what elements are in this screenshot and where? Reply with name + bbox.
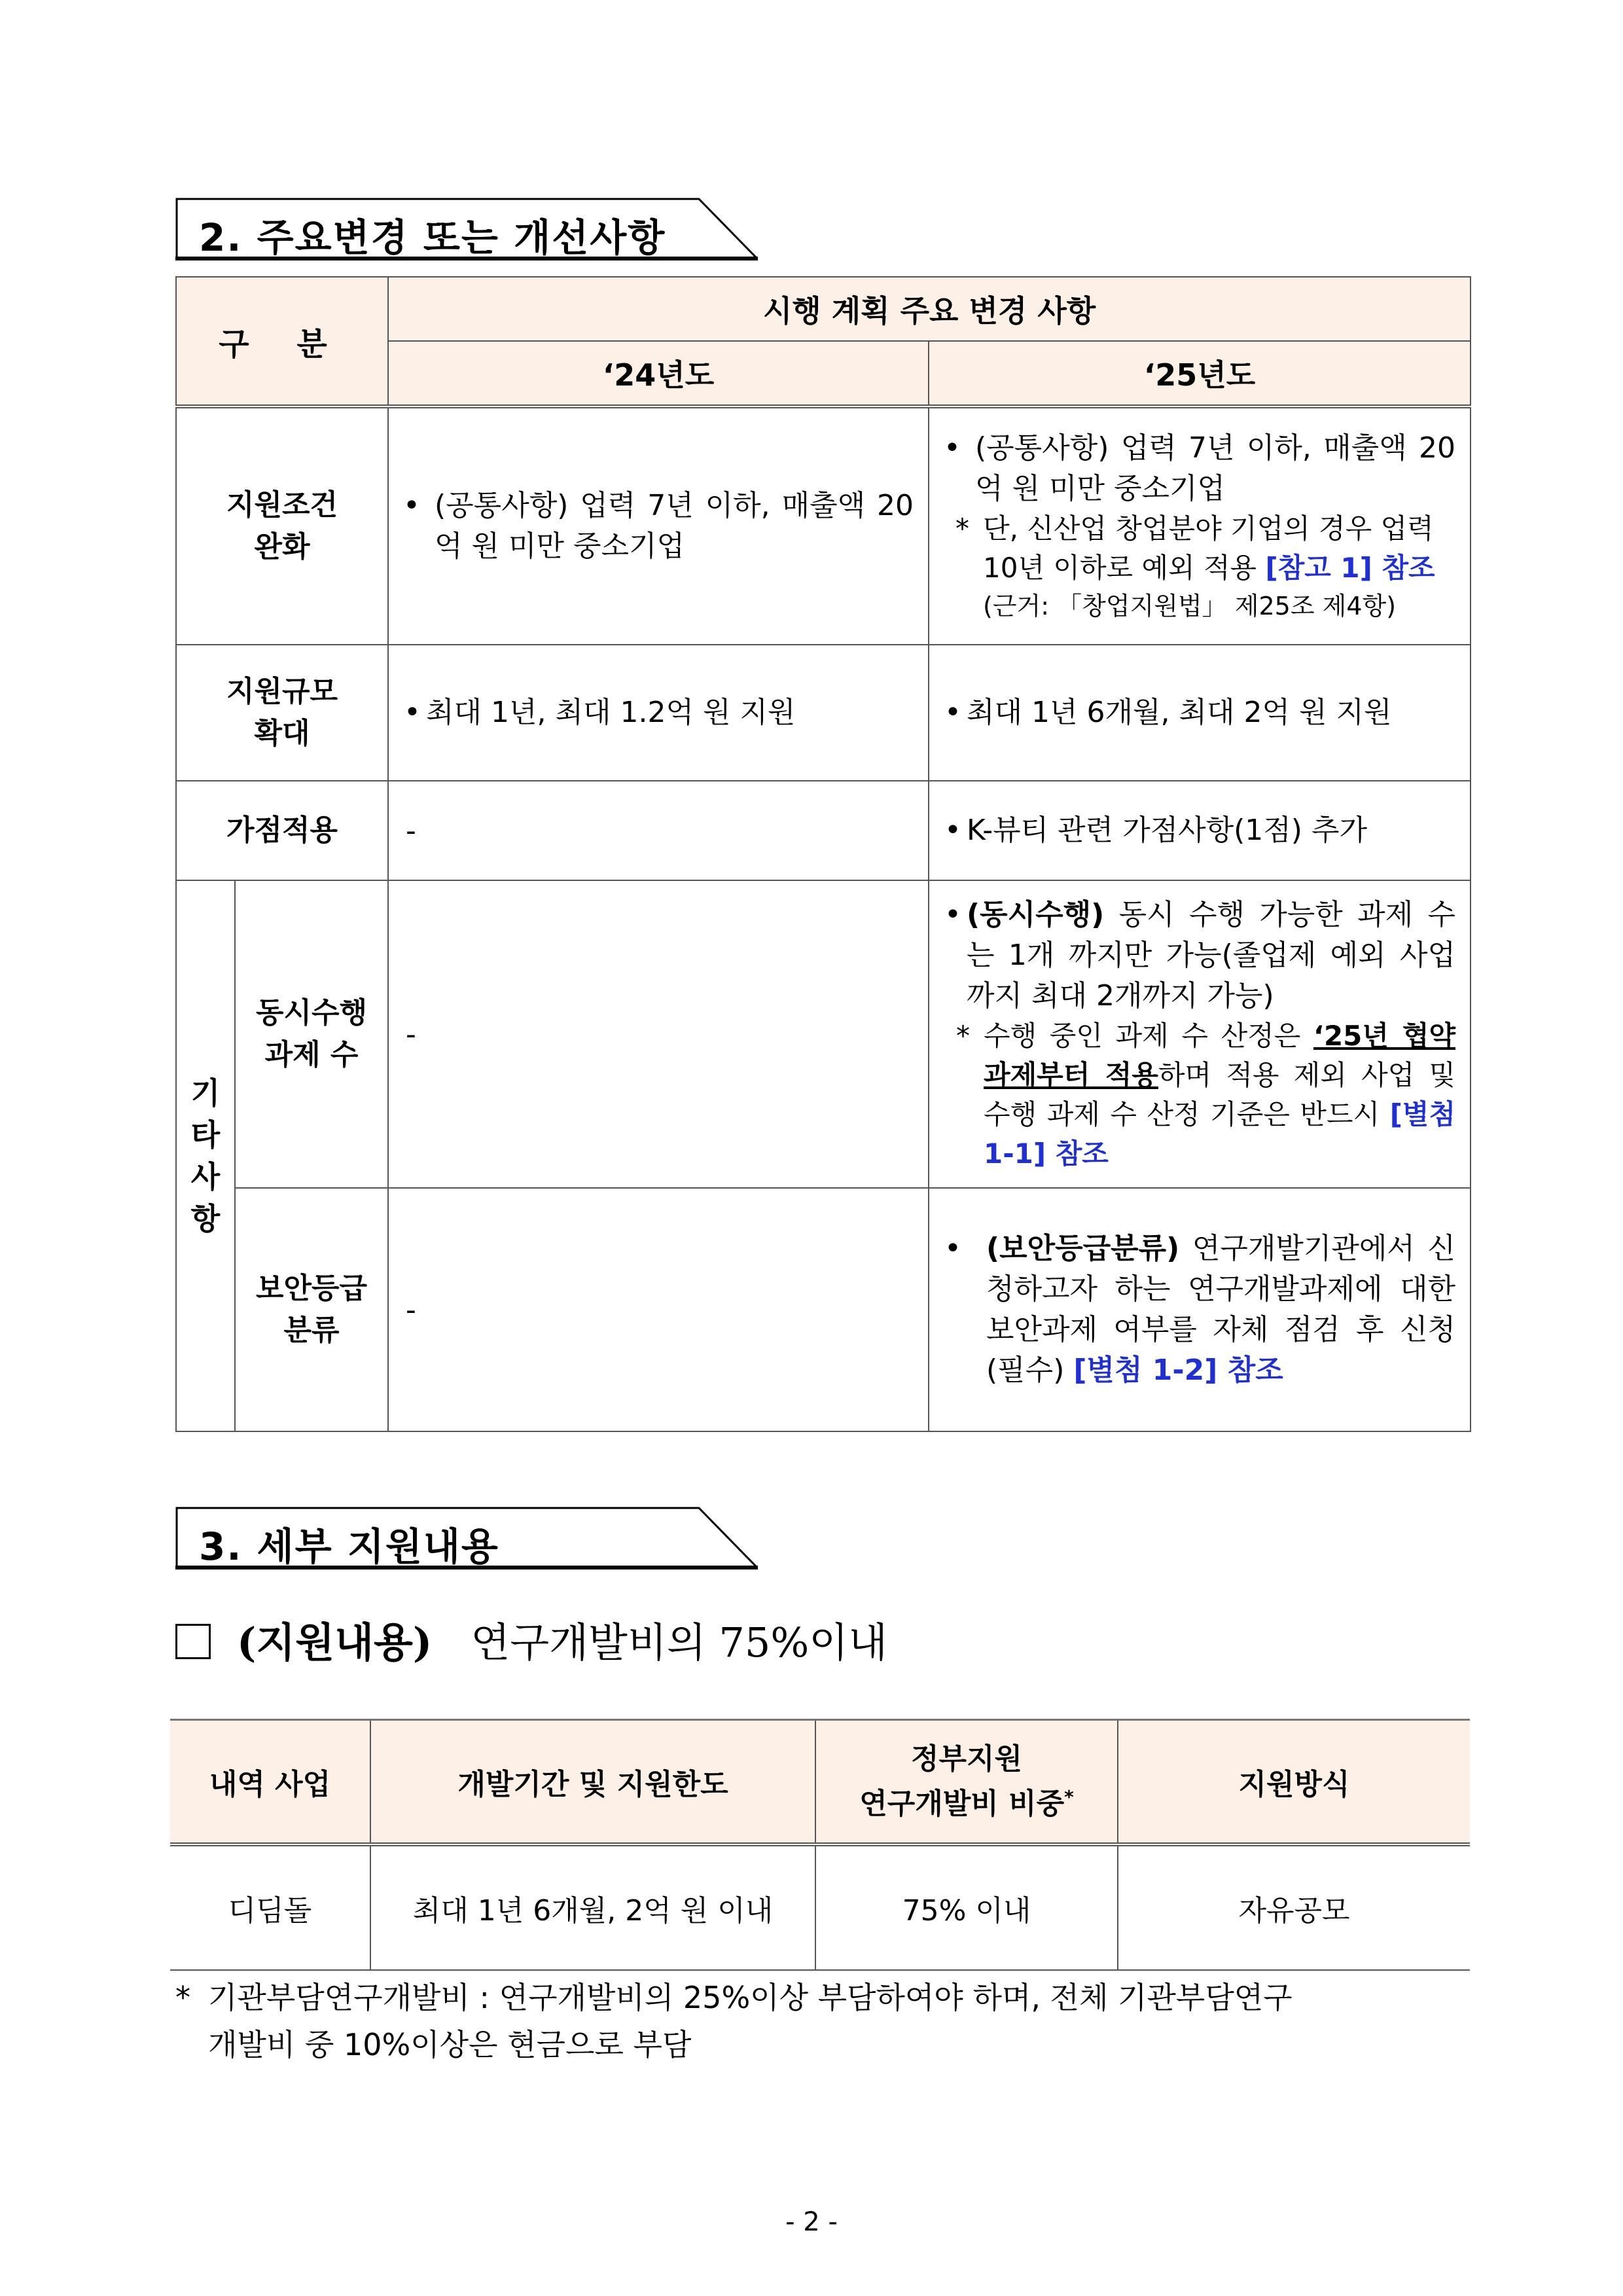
y25-support-scale: • 최대 1년 6개월, 최대 2억 원 지원 bbox=[930, 692, 1469, 733]
footnote-line-2: 개발비 중 10%이상은 현금으로 부담 bbox=[208, 2027, 692, 2062]
label-support-condition: 지원조건 완화 bbox=[176, 406, 388, 645]
label-security: 보안등급 분류 bbox=[235, 1188, 388, 1431]
row-support-condition bbox=[176, 406, 1471, 645]
y24-support-condition: • (공통사항) 업력 7년 이하, 매출액 20억 원 미만 중소기업 bbox=[389, 486, 914, 567]
y25-concurrent-note: * 수행 중인 과제 수 산정은 ‘25년 협약 과제부터 적용하며 적용 제외 사업 및 수행 과제 수 산정 기준은 반드시 [별첨 1-1] 참조 bbox=[956, 1020, 1456, 1170]
y24-support-scale: • 최대 1년, 최대 1.2억 원 지원 bbox=[389, 692, 927, 733]
support-detail-table bbox=[170, 1719, 1470, 1971]
row-bonus bbox=[176, 781, 1471, 880]
y25-support-condition-basis: (근거: 「창업지원법」 제25조 제4항) bbox=[983, 592, 1397, 620]
header-method: 지원방식 bbox=[1118, 1720, 1470, 1845]
section-3-heading bbox=[175, 1507, 758, 1570]
row-support-scale bbox=[176, 645, 1471, 781]
y25-concurrent: • (동시수행) 동시 수행 가능한 과제 수는 1개 까지만 가능(졸업제 예외 사업까지 최대 2개까지 가능) bbox=[930, 895, 1455, 1016]
row-security bbox=[176, 1188, 1471, 1431]
y25-support-condition: • (공통사항) 업력 7년 이하, 매출액 20억 원 미만 중소기업 bbox=[929, 428, 1455, 509]
label-etc: 기 타 사 항 bbox=[176, 880, 235, 1431]
y25-support-condition-note: * 단, 신산업 창업분야 기업의 경우 업력 10년 이하로 예외 적용 [참고 1] 참조 bbox=[955, 512, 1435, 584]
section-2-title: 2. 주요변경 또는 개선사항 bbox=[199, 215, 666, 260]
page-number: - 2 - bbox=[785, 2207, 838, 2237]
support-content-label: (지원내용) bbox=[237, 1619, 433, 1666]
support-content bbox=[175, 1610, 887, 1668]
y25-security: • (보안등급분류) 연구개발기관에서 신청하고자 하는 연구개발과제에 대한 보안과제 여부를 자체 점검 후 신청(필수) [별첨 1-2] 참조 bbox=[930, 1229, 1455, 1391]
y24-concurrent: - bbox=[388, 880, 929, 1188]
support-content-text: 연구개발비의 75%이내 bbox=[471, 1619, 888, 1666]
ref-1-link: [참고 1] 참조 bbox=[1265, 552, 1435, 584]
y24-bonus: - bbox=[388, 781, 929, 880]
footnote-line-1: 기관부담연구개발비 : 연구개발비의 25%이상 부담하여야 하며, 전체 기관부담연구 bbox=[208, 1980, 1293, 2015]
label-support-scale: 지원규모 확대 bbox=[176, 645, 388, 781]
section-3-title: 3. 세부 지원내용 bbox=[199, 1524, 499, 1569]
checkbox-icon bbox=[175, 1624, 211, 1659]
ref-1-1-link: [별첨 1-1] 참조 bbox=[984, 1098, 1456, 1170]
cell-method: 자유공모 bbox=[1118, 1844, 1470, 1970]
ref-1-2-link: [별첨 1-2] 참조 bbox=[1073, 1354, 1283, 1387]
header-category: 구 분 bbox=[176, 277, 388, 406]
cell-program: 디딤돌 bbox=[170, 1844, 370, 1970]
changes-table bbox=[175, 276, 1471, 1432]
header-main: 시행 계획 주요 변경 사항 bbox=[388, 277, 1471, 341]
y25-bonus: • K-뷰티 관련 가점사항(1점) 추가 bbox=[930, 810, 1469, 851]
header-year-25: ‘25년도 bbox=[929, 341, 1471, 406]
label-concurrent: 동시수행 과제 수 bbox=[235, 880, 388, 1188]
cell-period: 최대 1년 6개월, 2억 원 이내 bbox=[370, 1844, 815, 1970]
y24-security: - bbox=[388, 1188, 929, 1431]
header-year-24: ‘24년도 bbox=[388, 341, 929, 406]
row-concurrent bbox=[176, 880, 1471, 1188]
header-ratio: 정부지원 연구개발비 비중* bbox=[815, 1720, 1118, 1845]
header-program: 내역 사업 bbox=[170, 1720, 370, 1845]
footnote: * 기관부담연구개발비 : 연구개발비의 25%이상 부담하여야 하며, 전체 기관부담연구 개발비 중 10%이상은 현금으로 부담 bbox=[175, 1974, 1471, 2068]
cell-ratio: 75% 이내 bbox=[815, 1844, 1118, 1970]
label-bonus: 가점적용 bbox=[176, 781, 388, 880]
header-period: 개발기간 및 지원한도 bbox=[370, 1720, 815, 1845]
section-2-heading bbox=[175, 198, 758, 260]
